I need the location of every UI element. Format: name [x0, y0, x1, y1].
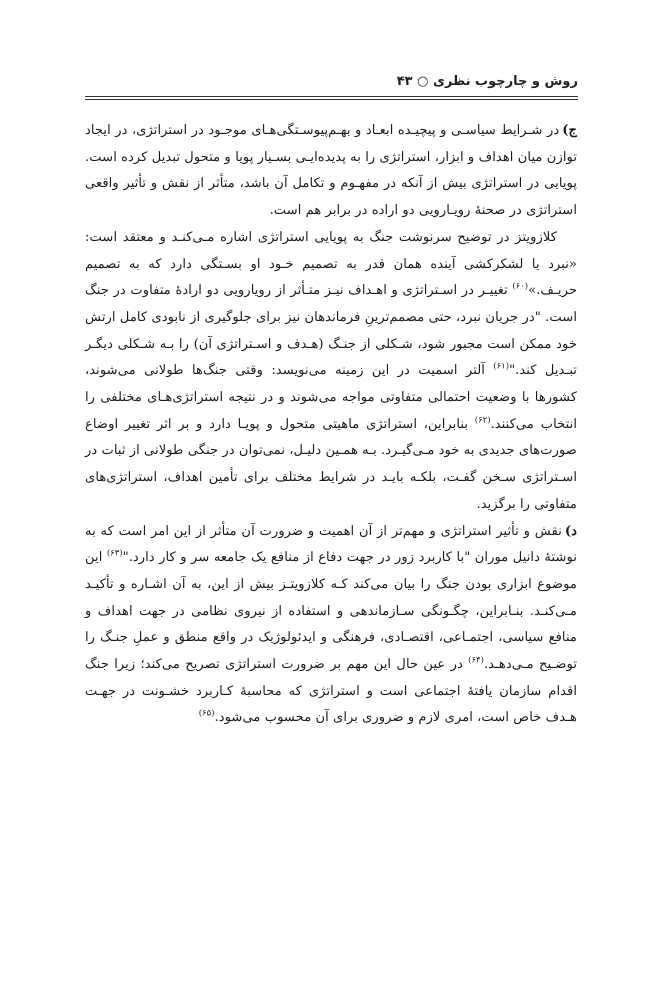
footnote-ref: (۶۴): [468, 655, 484, 666]
footnote-ref: (۶۰): [512, 281, 529, 292]
paragraph-c-text: در شـرایط سیاسـی و پیچیـده ابعـاد و بهـم‌پیوسـتگی‌هـای موجـود در استراتژی، در ایجاد توازن میان اهداف و ابزار، استراتژی را به پدیده‌ایـی بسـیار پویا و متحول تبدیل کرده است. پویایی در استراتژی بیش از آنکه در مفهـوم و تکامل آن باشد، متأثر از نقش و تأثیر واقعی استراتژی در صحنۀ رویـارویی دو اراده در برابر هم است.: [85, 123, 577, 219]
paragraph-text: نقش و تأثیر استراتژی و مهم‌تر از آن اهمیت و ضرورت آن متأثر از این امر است که به نوشتۀ دانیل موران "با کاربرد زور در جهت دفاع از منافع یک جامعه سر و کار دارد.": [85, 523, 577, 566]
footnote-ref: (۶۳): [106, 548, 123, 559]
paragraph-text: کلازویتز در توضیح سرنوشت جنگ به پویایی استراتژی اشاره مـی‌کنـد و معتقد است: «نبرد یا لشکرکشی آینده همان قدر به تصمیم خـود او بسـتگی دارد که به تصمیم حریـف.»: [85, 229, 577, 299]
header-rule-bottom: [85, 99, 578, 100]
paragraph-clausewitz: [85, 225, 577, 519]
paragraph-text: این موضوع ابزاری بودن جنگ را بیان می‌کند کـه کلازویتـز بیش از این، به آن اشـاره و تأکیـد مـی‌کنـد. بنـابراین، چگـونگی سـازماندهی و استفاده از نیروی نظامی در جهت اهداف و منافع سیاسی، اجتمـاعی، اقتصـادی، فرهنگی و ایدئولوژیک در واقع منطق و عملِ جنـگ را توضـیح مـی‌دهـد.: [85, 550, 577, 673]
footnote-ref: (۶۲): [474, 415, 491, 426]
section-marker-d: د): [564, 523, 577, 539]
paragraph-text: تغییـر در اسـتراتژی و اهـداف نیـز متـأثر از رویارویی دو ارادۀ متفاوت در جنگ است. "در جریان نبرد، حتی مصمم‌ترینِ فرماندهان نیز برای جلوگیری از نابودی کامل ارتش خود ممکن است مجبور شود، شـکلی از جنـگ (هـدف و اسـتراتژی آن) را بـه شـکلی دیگـر تبـدیل کند.": [85, 283, 577, 379]
paragraph-text: بنابراین، استراتژی ماهیتی متحول و پویـا دارد و بر اثر تغییر اوضاع صورت‌های جدیدی به خود مـی‌گیـرد. بـه همـین دلیـل، نمی‌توان در جنگی طولانی از ثبات در اسـتراتژی سـخن گفـت، بلکـه بایـد در شرایط مختلف برای تأمین اهداف، استراتژی‌های متفاوتی را برگزید.: [85, 416, 577, 512]
paragraph-text: در عین حال این مهم بر ضرورت استراتژی تصریح می‌کند؛ زیرا جنگ اقدام سازمان یافتۀ اجتماعی است و استراتژی که محاسبۀ کـاربرد خشـونت در جهـت هـدف خاص است، امری لازم و ضروری برای آن محسوب می‌شود.: [85, 657, 577, 726]
body-text: [85, 118, 577, 732]
footnote-ref: (۶۱): [493, 361, 510, 372]
header-rule-top: [85, 96, 578, 97]
section-marker-c: ج): [562, 123, 577, 138]
paragraph-text: آلتر اسمیت در این زمینه می‌نویسد: وقتی جنگ‌ها طولانی می‌شوند، کشورها با وضعیت احتمالی متفاوتی مواجه می‌شوند و در نتیجه استراتژی‌هـای مختلفی را انتخاب می‌کنند.: [85, 363, 577, 432]
footnote-ref: (۶۵): [198, 709, 215, 720]
running-head: روش و چارچوب نظری ○ ۴۳: [396, 74, 578, 89]
paragraph-d: [85, 519, 577, 733]
paragraph-c: [85, 118, 577, 225]
page-header: [85, 74, 578, 108]
